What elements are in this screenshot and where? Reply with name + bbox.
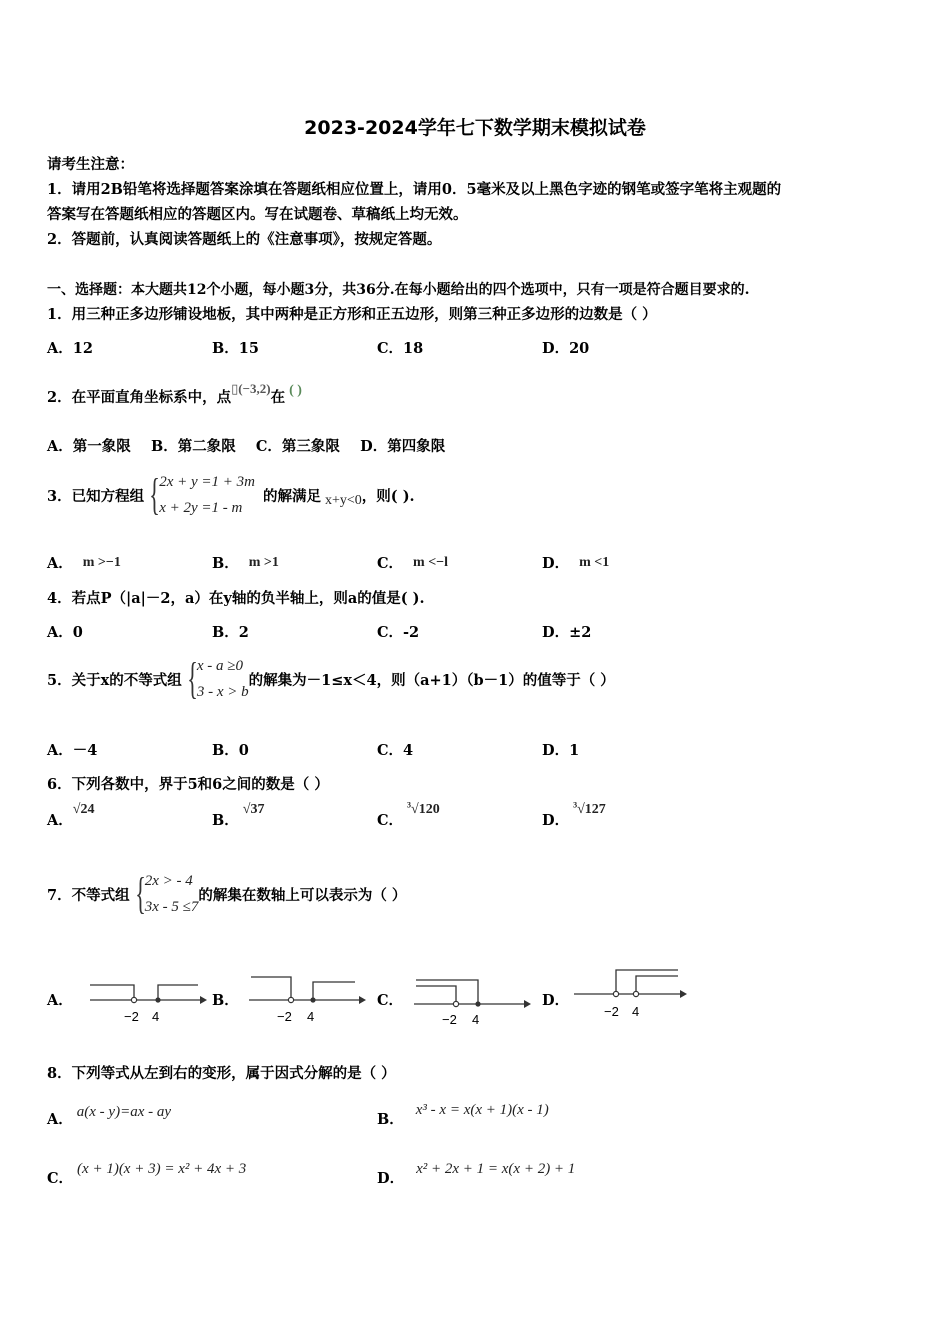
q6-option-c: C．$^3$√120 [377,800,440,829]
svg-text:4: 4 [472,1012,480,1027]
q5-option-a: A．－4 [47,742,98,759]
q6-option-b: B．√37 [212,802,265,829]
q5-inequality-system: { x - a ≥0 3 - x > b [187,654,249,703]
q3-option-d: D． m <1 [542,555,610,572]
svg-text:4: 4 [632,1004,640,1019]
q7-stem [47,865,406,923]
q8-stem: 8．下列等式从左到右的变形，属于因式分解的是（ ） [47,1065,396,1082]
q4-option-a: A．0 [47,624,83,641]
q8-option-d: D．x² + 2x + 1 = x(x + 2) + 1 [377,1161,576,1187]
q3-stem-pre: 3．已知方程组 [47,487,145,505]
q3-option-a: A． m >−1 [47,555,121,572]
q2-point: ▯(−3,2) [231,381,271,396]
q8-option-a: A． a(x - y)=ax - ay [47,1104,171,1128]
q7-option-d-label: D． [542,992,570,1009]
q5-option-c: C．4 [377,742,414,759]
q5-eq2: 3 - x > b [196,684,249,700]
q3-eq1: 2x + y =1 + 3m [159,474,255,490]
svg-text:−2: −2 [124,1009,139,1024]
q8-option-c: C．(x + 1)(x + 3) = x² + 4x + 3 [47,1161,247,1187]
q3-stem [47,465,415,525]
svg-text:4: 4 [152,1009,160,1024]
svg-text:4: 4 [307,1009,315,1024]
q2-stem [47,381,302,407]
q3-option-b: B． m >1 [212,555,279,572]
q7-option-c-numberline [412,972,532,1028]
q7-option-c-label: C． [377,992,404,1009]
q4-option-c: C．-2 [377,624,420,641]
q7-option-a-label: A． [47,992,73,1009]
q5-option-d: D．1 [542,742,580,759]
svg-text:−2: −2 [277,1009,292,1024]
q3-condition: x+y<0 [324,493,362,508]
q4-option-d: D．±2 [542,624,592,641]
q3-stem-mid: 的解满足 [262,487,321,505]
q7-option-b-label: B． [212,992,239,1009]
notice-line-1: 1．请用2B铅笔将选择题答案涂填在答题纸相应位置上，请用0．5毫米及以上黑色字迹的钢笔或签字笔将主观题的 [47,181,782,198]
q8-option-b: B．x³ - x = x(x + 1)(x - 1) [377,1102,549,1128]
notice-heading: 请考生注意： [47,156,134,173]
notice-line-2: 答案写在答题纸相应的答题区内。写在试题卷、草稿纸上均无效。 [47,206,468,223]
q7-option-d-numberline [572,962,692,1022]
q6-option-d: D．$^3$√127 [542,800,606,829]
q7-inequality-system: { 2x > - 4 3x - 5 ≤7 [134,869,199,918]
q1-option-b: B．15 [212,340,259,357]
q2-stem-pre: 2．在平面直角坐标系中，点 [47,389,232,406]
section-heading: 一、选择题：本大题共12个小题，每小题3分，共36分.在每小题给出的四个选项中，只有一项是符合题目要求的. [47,282,750,298]
q3-equation-system: { 2x + y =1 + 3m x + 2y =1 - m [149,470,255,519]
q6-stem: 6．下列各数中，界于5和6之间的数是（ ） [47,776,329,793]
q7-stem-post: 的解集在数轴上可以表示为（ ） [198,886,407,904]
q7-option-b-numberline [247,970,367,1025]
q6-option-a: A．√24 [47,802,95,829]
q4-stem: 4．若点P（|a|－2，a）在y轴的负半轴上，则a的值是( ). [47,590,425,607]
q2-paren: ( ) [289,383,302,398]
svg-text:−2: −2 [442,1012,457,1027]
q3-stem-post: ，则( ). [361,487,415,505]
q5-option-b: B．0 [212,742,249,759]
notice-line-3: 2．答题前，认真阅读答题纸上的《注意事项》，按规定答题。 [47,231,442,248]
q1-option-a: A．12 [47,340,93,357]
q1-stem: 1．用三种正多边形铺设地板，其中两种是正方形和正五边形，则第三种正多边形的边数是（ ） [47,306,657,323]
q5-stem-post: 的解集为－1≤x＜4，则（a+1）（b－1）的值等于（ ） [248,671,615,689]
q7-stem-pre: 7．不等式组 [47,886,130,904]
q7-option-a-numberline [88,975,208,1025]
q5-stem [47,650,615,708]
q7-eq2: 3x - 5 ≤7 [144,899,199,915]
q3-option-c: C． m <−l [377,555,449,572]
q1-option-c: C．18 [377,340,424,357]
q5-stem-pre: 5．关于x的不等式组 [47,671,182,689]
page-title: 2023-2024学年七下数学期末模拟试卷 [304,117,646,139]
q1-option-d: D．20 [542,340,590,357]
q2-options: A．第一象限 B．第二象限 C．第三象限 D．第四象限 [47,438,446,455]
q4-option-b: B．2 [212,624,249,641]
q7-eq1: 2x > - 4 [144,873,193,889]
svg-text:−2: −2 [604,1004,619,1019]
q5-eq1: x - a ≥0 [196,658,243,674]
q3-eq2: x + 2y =1 - m [159,500,243,516]
q2-stem-mid: 在 [270,389,286,406]
